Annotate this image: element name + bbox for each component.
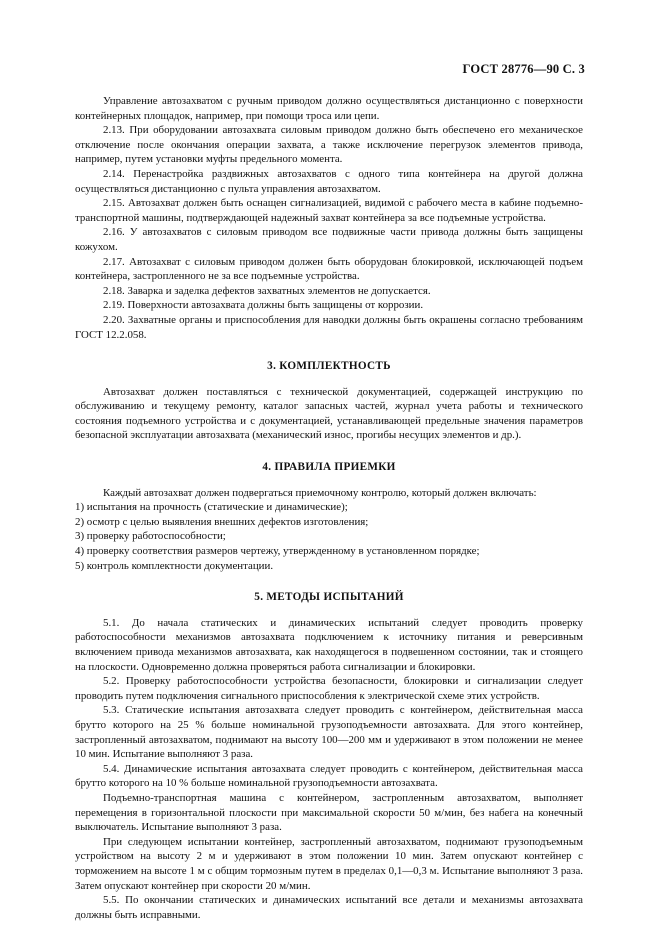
paragraph-5-2: 5.2. Проверку работоспособности устройства безопасности, блокировки и сигнализации следует проводить путем подключения сигнального приспособления к электрической схеме этих устройств. [75, 675, 583, 702]
paragraph: Автозахват должен поставляться с технической документацией, содержащей инструкцию по обслуживанию и текущему ремонту, каталог запасных частей, журнал учета работы и технического состояния подъемного устройства и с документацией, устанавливающей предельные значения параметров безопасной эксплуатации автозахвата (механический износ, прогибы несущих элементов и др.). [75, 385, 583, 442]
document-body [75, 94, 583, 922]
paragraph-2-14: 2.14. Перенастройка раздвижных автозахватов с одного типа контейнера на другой должна осуществляться дистанционно с пульта управления автозахватом. [75, 167, 583, 195]
paragraph: Каждый автозахват должен подвергаться приемочному контролю, который должен включать: [103, 486, 537, 499]
list-item: 4) проверку соответствия размеров чертежу, утвержденному в установленном порядке; [75, 545, 480, 558]
page-header: ГОСТ 28776—90 С. 3 [462, 62, 585, 76]
list-item: 2) осмотр с целью выявления внешних дефектов изготовления; [75, 515, 369, 528]
section-heading: 3. КОМПЛЕКТНОСТЬ [267, 360, 391, 373]
section-heading: 5. МЕТОДЫ ИСПЫТАНИЙ [254, 591, 404, 604]
paragraph: Подъемно-транспортная машина с контейнером, застропленным автозахватом, выполняет перемещения в горизонтальной плоскости при максимальной скорости 50 м/мин, без набега на конечный выключатель. Испытание выполняют 3 раза. [75, 791, 583, 834]
paragraph-2-15: 2.15. Автозахват должен быть оснащен сигнализацией, видимой с рабочего места в кабине подъемно-транспортной машины, подтверждающей надежный захват контейнера за все подъемные устройства. [75, 197, 583, 224]
list-item: 3) проверку работоспособности; [75, 530, 226, 543]
paragraph-5-1: 5.1. До начала статических и динамических испытаний следует проводить проверку работоспособности механизмов автозахвата подключением к источнику питания и реверсивным включением привода механизмов автозахвата, как находящегося в подвешенном состоянии, так и стоящего на плоскости. Одновременно должна проверяться работа сигнализации и блокировки. [75, 616, 583, 673]
section-acceptance [75, 460, 583, 573]
paragraph-2-17: 2.17. Автозахват с силовым приводом должен быть оборудован блокировкой, исключающей подъем контейнера, застропленного не за все подъемные устройства. [75, 255, 583, 283]
section-heading: 4. ПРАВИЛА ПРИЕМКИ [262, 461, 396, 474]
paragraph-5-4: 5.4. Динамические испытания автозахвата следует проводить с контейнером, действительная масса брутто которого на 10 % больше номинальной грузоподъемности автозахвата. [75, 762, 583, 790]
paragraph-2-18: 2.18. Заварка и заделка дефектов захватных элементов не допускается. [103, 284, 431, 297]
paragraph-5-5: 5.5. По окончании статических и динамических испытаний все детали и механизмы автозахвата должны быть исправными. [75, 894, 583, 921]
section-requirements [75, 94, 583, 342]
paragraph-5-3: 5.3. Статические испытания автозахвата следует проводить с контейнером, действительная масса брутто которого на 25 % больше номинальной грузоподъемности автозахвата. Для этого контейнер, застропленный автозахватом, поднимают на высоту 100—200 мм и удерживают в этом положении не менее 10 мин. Испытание выполняют 3 раза. [75, 704, 583, 761]
section-test-methods [75, 590, 583, 922]
paragraph: Управление автозахватом с ручным приводом должно осуществляться дистанционно с поверхности контейнерных площадок, например, при помощи троса или цепи. [75, 95, 583, 122]
list-item: 1) испытания на прочность (статические и динамические); [75, 501, 348, 514]
paragraph-2-16: 2.16. У автозахватов с силовым приводом все подвижные части привода должны быть защищены кожухом. [75, 226, 583, 253]
paragraph: При следующем испытании контейнер, застропленный автозахватом, поднимают грузоподъемным устройством на высоту 2 м и удерживают в этом положении 10 мин. Затем опускают контейнер с торможением на высоте 1 м с общим тормозным путем в пределах 0,1—0,3 м. Испытание выполняют 3 раза. Затем опускают контейнер при скорости 20 м/мин. [75, 835, 583, 892]
list-item: 5) контроль комплектности документации. [75, 559, 274, 572]
paragraph-2-13: 2.13. При оборудовании автозахвата силовым приводом должно быть обеспечено его механическое отключение после окончания операции захвата, а также исключение перегрузок элементов привода, например, путем установки муфты предельного момента. [75, 124, 583, 166]
paragraph-2-20: 2.20. Захватные органы и приспособления для наводки должны быть окрашены согласно требованиям ГОСТ 12.2.058. [75, 313, 583, 341]
paragraph-2-19: 2.19. Поверхности автозахвата должны быть защищены от коррозии. [103, 299, 424, 312]
section-completeness [75, 359, 583, 443]
